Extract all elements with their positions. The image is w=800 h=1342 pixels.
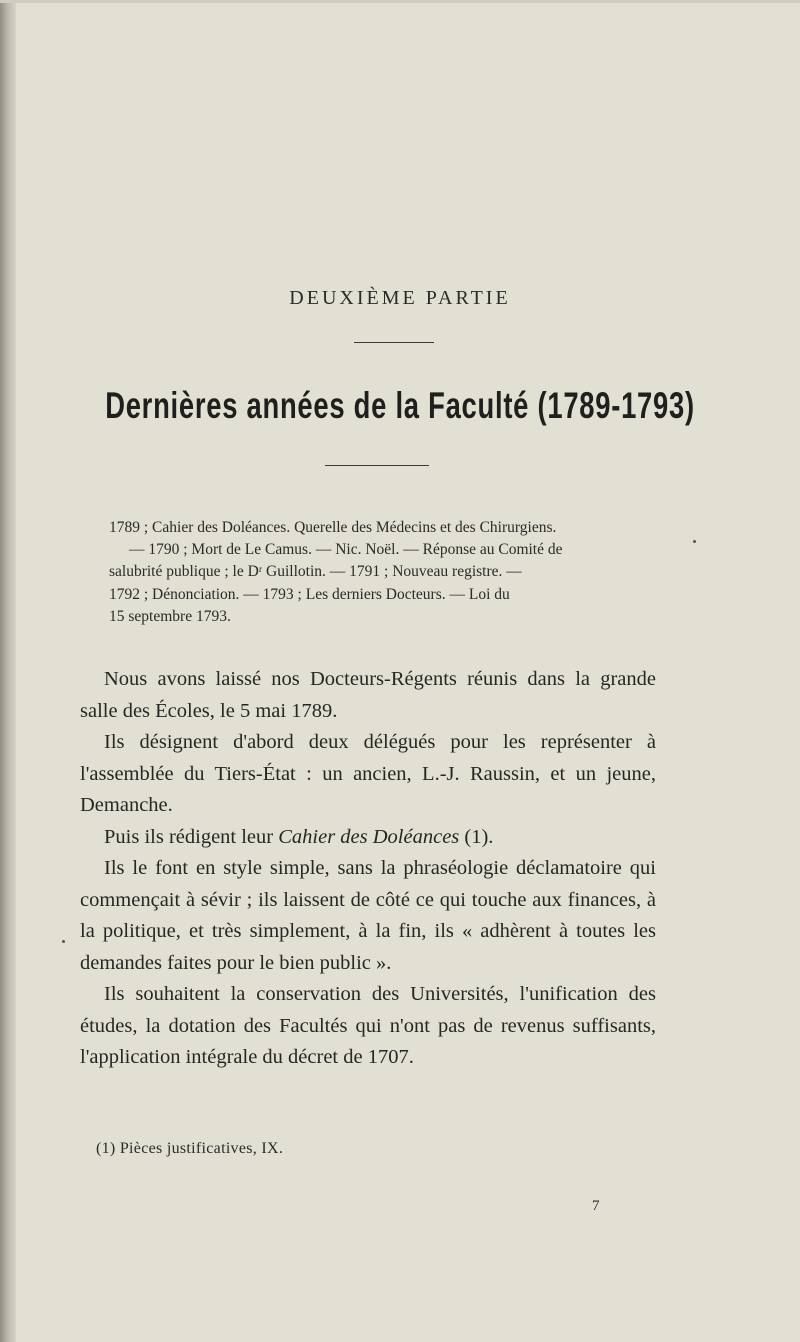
paragraph-text: Puis ils rédigent leur — [104, 825, 279, 848]
body-paragraph: Ils désignent d'abord deux délégués pour les représenter à l'assemblée du Tiers-État : un ancien, L.-J. Raussin, et un jeune, Demanche. — [80, 731, 656, 816]
paragraph-text: (1). — [459, 825, 494, 848]
paper-speck — [693, 540, 696, 543]
heading-rule-top — [354, 342, 434, 343]
page-top-edge — [0, 0, 800, 3]
summary-line: 1792 ; Dénonciation. — 1793 ; Les derniers Docteurs. — Loi du — [109, 585, 510, 603]
summary-line: 1789 ; Cahier des Doléances. Querelle des Médecins et des Chirurgiens. — [109, 519, 557, 536]
body-paragraph: Nous avons laissé nos Docteurs-Régents réunis dans la grande salle des Écoles, le 5 mai 1789. — [80, 668, 656, 722]
summary-line: 15 septembre 1793. — [109, 607, 231, 625]
body-paragraph: Ils souhaitent la conservation des Universités, l'unification des études, la dotation des Facultés qui n'ont pas de revenus suffisants, l'application intégrale du décret de 1707. — [80, 983, 656, 1068]
chapter-summary — [109, 517, 667, 628]
body-text — [80, 664, 656, 1074]
heading-rule-bottom — [325, 465, 429, 466]
part-heading: DEUXIÈME PARTIE — [289, 287, 511, 309]
summary-line: — 1790 ; Mort de Le Camus. — Nic. Noël. — Réponse au Comité de — [129, 541, 563, 559]
page-binding-shadow — [0, 0, 16, 1342]
page-number: 7 — [592, 1198, 600, 1214]
footnote: (1) Pièces justificatives, IX. — [96, 1140, 284, 1157]
summary-line: salubrité publique ; le Dʳ Guillotin. — 1791 ; Nouveau registre. — — [109, 563, 522, 581]
paper-speck — [62, 940, 65, 943]
body-paragraph — [80, 822, 656, 854]
cahier-title: Cahier des Doléances — [278, 825, 460, 848]
chapter-title: Dernières années de la Faculté (1789-1793) — [105, 385, 695, 426]
body-paragraph: Ils le font en style simple, sans la phraséologie déclamatoire qui commençait à sévir ; ils laissent de côté ce qui touche aux finances, à la politique, et très simplement, à la fin, ils « adhèrent à toutes les demandes faites pour le bien public ». — [80, 857, 656, 974]
